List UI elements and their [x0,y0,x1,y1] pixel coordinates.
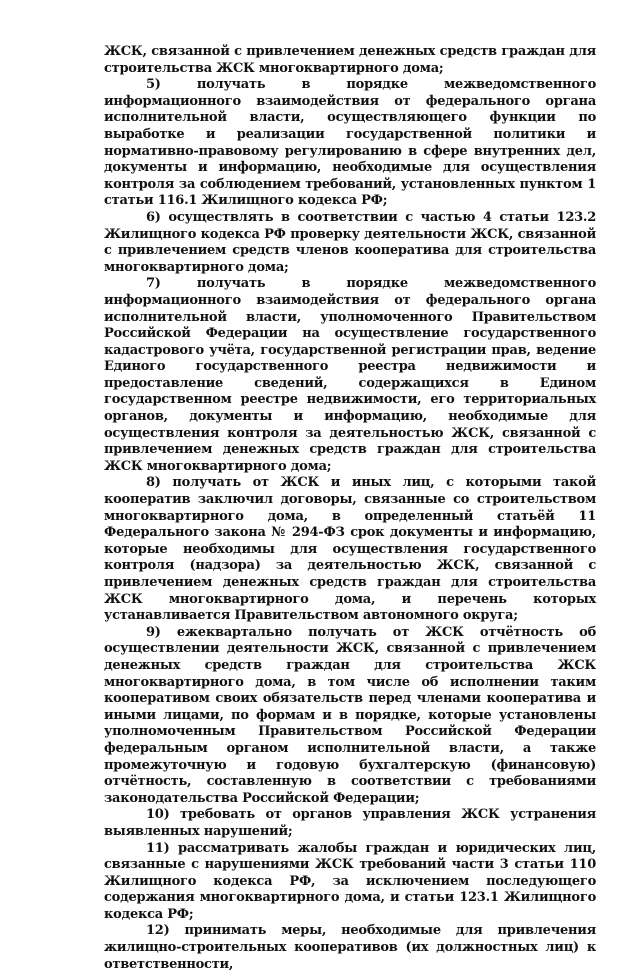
list-item-6: 6) осуществлять в соответствии с частью 4 статьи 123.2 Жилищного кодекса РФ проверку деятельности ЖСК, связанной с привлечением средств членов кооператива для строительства многоквартирного дома; [104,209,596,275]
paragraph-continuation: ЖСК, связанной с привлечением денежных средств граждан для строительства ЖСК многоквартирного дома; [104,44,596,76]
document-body [104,44,596,973]
list-item-10: 10) требовать от органов управления ЖСК устранения выявленных нарушений; [104,807,596,839]
list-item-7: 7) получать в порядке межведомственного информационного взаимодействия от федерального органа исполнительной власти, уполномоченного Правительством Российской Федерации на осуществление государственного кадастрового учёта, государственной регистрации прав, ведение Единого государственного реестра недвижимости и предоставление сведений, содержащихся в Едином государственном реестре недвижимости, его территориальных органов, документы и информацию, необходимые для осуществления контроля за деятельностью ЖСК, связанной с привлечением денежных средств граждан для строительства ЖСК многоквартирного дома; [104,276,596,474]
list-item-11: 11) рассматривать жалобы граждан и юридических лиц, связанные с нарушениями ЖСК требований части 3 статьи 110 Жилищного кодекса РФ, за исключением последующего содержания многоквартирного дома, и статьи 123.1 Жилищного кодекса РФ; [104,840,596,922]
list-item-9: 9) ежеквартально получать от ЖСК отчётность об осуществлении деятельности ЖСК, связанной с привлечением денежных средств граждан для строительства ЖСК многоквартирного дома, в том числе об исполнении таким кооперативом своих обязательств перед членами кооператива и иными лицами, по формам и в порядке, которые установлены уполномоченным Правительством Российской Федерации федеральным органом исполнительной власти, а также промежуточную и годовую бухгалтерскую (финансовую) отчётность, составленную в соответствии с требованиями законодательства Российской Федерации; [104,624,596,806]
list-item-12: 12) принимать меры, необходимые для привлечения жилищно-строительных кооперативов (их должностных лиц) к ответственности, [104,923,596,972]
list-item-8: 8) получать от ЖСК и иных лиц, с которыми такой кооператив заключил договоры, связанные со строительством многоквартирного дома, в определенный статьёй 11 Федерального закона № 294-ФЗ срок документы и информацию, которые необходимы для осуществления государственного контроля (надзора) за деятельностью ЖСК, связанной с привлечением денежных средств граждан для строительства ЖСК многоквартирного дома, и перечень которых устанавливается Правительством автономного округа; [104,475,596,624]
list-item-5: 5) получать в порядке межведомственного информационного взаимодействия от федерального органа исполнительной власти, осуществляющего функции по выработке и реализации государственной политики и нормативно-правовому регулированию в сфере внутренних дел, документы и информацию, необходимые для осуществления контроля за соблюдением требований, установленных пунктом 1 статьи 116.1 Жилищного кодекса РФ; [104,77,596,209]
